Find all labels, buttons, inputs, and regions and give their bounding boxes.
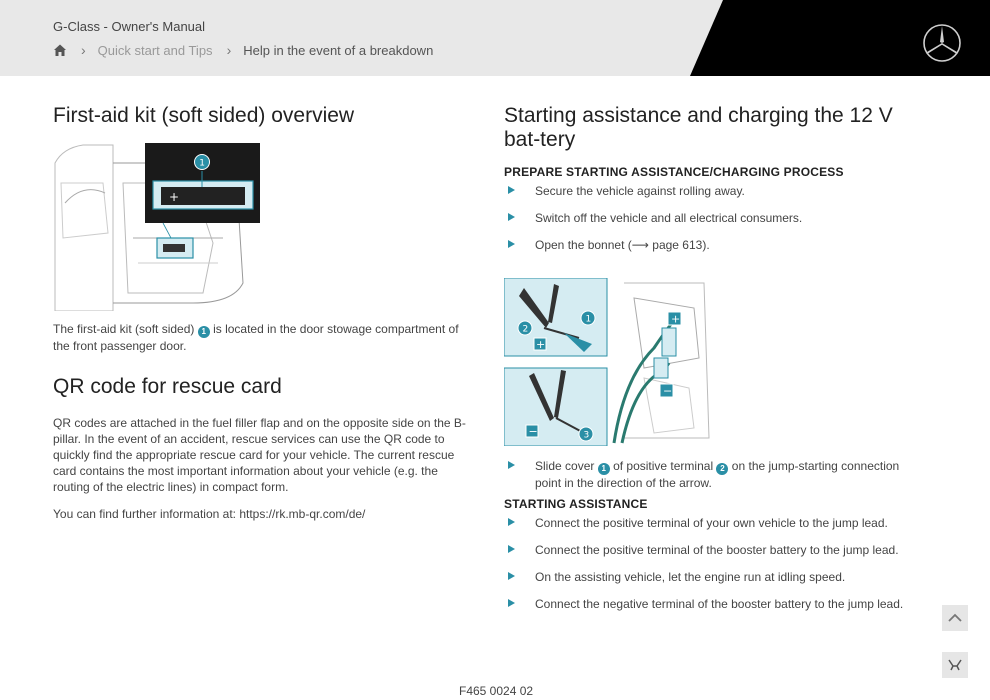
step-arrow-icon — [508, 518, 515, 526]
prepare-step — [504, 237, 924, 253]
svg-text:−: − — [528, 425, 538, 438]
svg-text:1: 1 — [199, 158, 206, 169]
jump-start-figure — [504, 278, 711, 446]
right-column — [504, 104, 924, 612]
step-arrow-icon — [508, 213, 515, 221]
starting-step — [504, 515, 924, 531]
mercedes-star-logo[interactable] — [922, 23, 962, 63]
breadcrumb — [53, 41, 433, 59]
starting-assistance-title: Starting assistance and charging the 12 V bat-tery — [504, 104, 893, 151]
prepare-step — [504, 183, 924, 199]
slide-cover-step — [504, 458, 924, 491]
prepare-steps-list — [504, 183, 924, 253]
first-aid-title: First-aid kit (soft sided) overview — [53, 104, 355, 127]
left-column — [53, 104, 468, 522]
breadcrumb-link-quick-start[interactable]: Quick start and Tips — [97, 42, 213, 58]
starting-step-text: Connect the positive terminal of the booster battery to the jump lead. — [535, 543, 899, 557]
svg-text:−: − — [663, 384, 673, 398]
step-arrow-icon — [508, 461, 515, 469]
slide-step-text-before: Slide cover — [535, 459, 595, 473]
figure-code: F465 0024 02 — [459, 684, 534, 698]
step-arrow-icon — [508, 572, 515, 580]
step-arrow-icon — [508, 240, 515, 248]
starting-step — [504, 542, 924, 558]
breadcrumb-separator: › — [81, 42, 86, 58]
step-arrow-icon — [508, 599, 515, 607]
svg-text:+: + — [671, 312, 681, 326]
starting-step — [504, 569, 924, 585]
prepare-step-text: Open the bonnet (⟶ page 613). — [535, 238, 710, 252]
starting-step-text: Connect the negative terminal of the booster battery to the jump lead. — [535, 597, 904, 611]
starting-step-text: Connect the positive terminal of your own vehicle to the jump lead. — [535, 516, 888, 530]
qr-code-paragraph: QR codes are attached in the fuel filler flap and on the opposite side on the B-pillar. In the event of an accident, rescue services can use the QR code to quickly find the appropriate rescue card for your vehicle. The current rescue card contains the most important information about your vehicle (e.g. the routing of the electric lines) in compact form. — [53, 416, 466, 494]
first-aid-text-after: is located in the door stowage compartment of the front passenger door. — [53, 322, 459, 353]
starting-step — [504, 596, 924, 612]
starting-assistance-heading: STARTING ASSISTANCE — [504, 497, 648, 511]
starting-step-text: On the assisting vehicle, let the engine run at idling speed. — [535, 570, 846, 584]
qr-code-title: QR code for rescue card — [53, 375, 282, 398]
callout-1-badge: 1 — [598, 463, 610, 475]
qr-code-further-info: You can find further information at: https://rk.mb-qr.com/de/ — [53, 507, 366, 521]
slide-step-text-after: on the jump-starting connection point in the direction of the arrow. — [535, 459, 900, 490]
chevron-up-icon — [948, 613, 962, 623]
first-aid-text-before: The first-aid kit (soft sided) — [53, 322, 195, 336]
slide-step-text-middle: of positive terminal — [613, 459, 714, 473]
svg-text:2: 2 — [522, 324, 529, 335]
svg-text:+: + — [536, 338, 546, 351]
breadcrumb-current-page: Help in the event of a breakdown — [243, 42, 434, 58]
bookmark-button[interactable] — [942, 652, 968, 678]
first-aid-description — [53, 321, 468, 354]
first-aid-kit-figure — [53, 143, 260, 311]
prepare-step-text: Secure the vehicle against rolling away. — [535, 184, 745, 198]
prepare-step-text: Switch off the vehicle and all electrical consumers. — [535, 211, 803, 225]
prepare-step — [504, 210, 924, 226]
svg-text:+: + — [169, 190, 180, 204]
home-icon[interactable] — [53, 43, 67, 57]
svg-text:3: 3 — [583, 430, 590, 441]
callout-2-badge: 2 — [716, 463, 728, 475]
svg-text:1: 1 — [585, 314, 592, 325]
prepare-heading: PREPARE STARTING ASSISTANCE/CHARGING PROCESS — [504, 165, 844, 179]
scroll-to-top-button[interactable] — [942, 605, 968, 631]
bookmark-icon — [947, 658, 963, 672]
starting-steps-list — [504, 515, 924, 612]
slide-cover-step-list — [504, 458, 924, 491]
step-arrow-icon — [508, 545, 515, 553]
breadcrumb-separator: › — [226, 42, 232, 58]
step-arrow-icon — [508, 186, 515, 194]
callout-1-badge: 1 — [198, 326, 210, 338]
manual-title: G-Class - Owner's Manual — [53, 19, 206, 34]
